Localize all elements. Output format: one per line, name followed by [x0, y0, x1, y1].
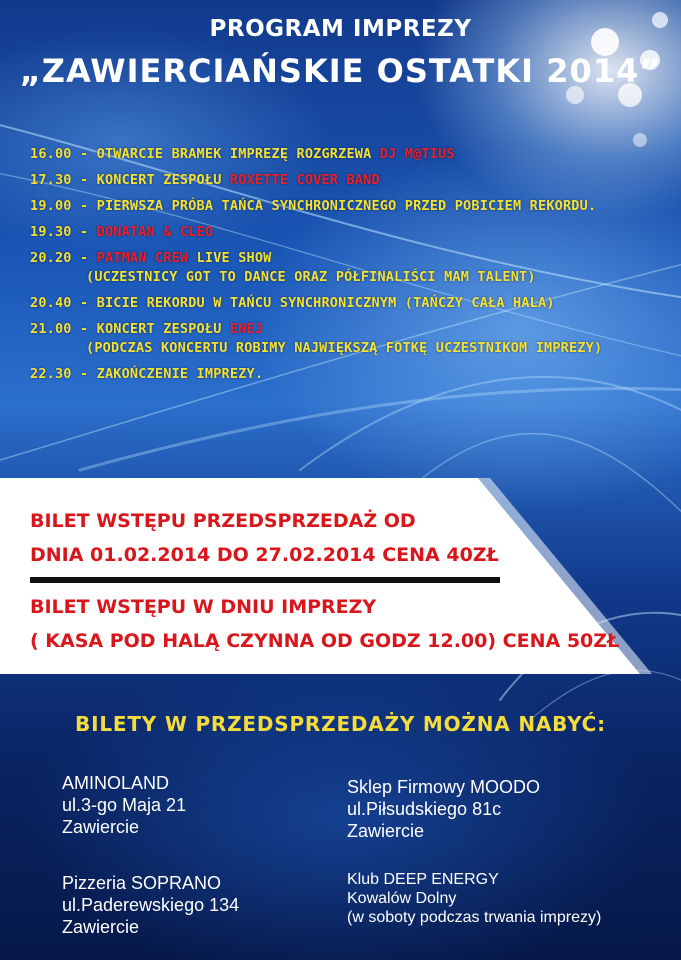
schedule-time: 20.20: [30, 250, 72, 266]
location-street: ul.Piłsudskiego 81c: [347, 799, 502, 819]
presale-points-title: BILETY W PRZEDSPRZEDAŻY MOŻNA NABYĆ:: [75, 712, 606, 736]
schedule-highlight: DONATAN & CLEO: [96, 224, 214, 240]
schedule-item-1900: 19.00 - PIERWSZA PRÓBA TAŃCA SYNCHRONICZNEGO PRZED POBICIEM REKORDU.: [30, 198, 597, 214]
location-city: Zawiercie: [62, 817, 140, 837]
location-street: ul.3-go Maja 21: [62, 795, 187, 815]
location-soprano: [62, 872, 239, 938]
schedule-highlight: ROXETTE COVER BAND: [229, 172, 380, 188]
schedule-time: 19.30: [30, 224, 72, 240]
schedule-item-2230: 22.30 - ZAKOŃCZENIE IMPREZY.: [30, 366, 264, 382]
ticket-divider: [30, 577, 500, 583]
ticket-info-banner: [0, 478, 681, 678]
schedule-subtext: (PODCZAS KONCERTU ROBIMY NAJWIĘKSZĄ FOTKĘ UCZESTNIKOM IMPREZY): [86, 340, 603, 356]
header: [0, 14, 681, 92]
schedule-text: ZAKOŃCZENIE IMPREZY.: [96, 366, 264, 382]
schedule-after: LIVE SHOW: [196, 250, 272, 266]
schedule-item-1600: 16.00 - OTWARCIE BRAMEK IMPREZĘ ROZGRZEWA DJ M@TIUS: [30, 146, 455, 162]
presale-line-1: BILET WSTĘPU PRZEDSPRZEDAŻ OD: [30, 510, 416, 532]
schedule-highlight: ENEJ: [229, 321, 264, 337]
door-line-1: BILET WSTĘPU W DNIU IMPREZY: [30, 596, 377, 618]
program-title: PROGRAM IMPREZY: [209, 16, 472, 42]
event-name: „ZAWIERCIAŃSKIE OSTATKI 2014”: [19, 52, 662, 90]
schedule-item-2020: 20.20 - PATMAN CREW LIVE SHOW (UCZESTNICY GOT TO DANCE ORAZ PÓŁFINALIŚCI MAM TALENT): [30, 249, 670, 287]
schedule-item-1730: 17.30 - KONCERT ZESPOŁU ROXETTE COVER BAND: [30, 172, 380, 188]
schedule-text: KONCERT ZESPOŁU: [96, 172, 222, 188]
location-note: (w soboty podczas trwania imprezy): [347, 909, 602, 926]
location-city: Zawiercie: [62, 917, 140, 937]
schedule-subtext: (UCZESTNICY GOT TO DANCE ORAZ PÓŁFINALIŚCI MAM TALENT): [86, 269, 536, 285]
schedule-text: BICIE REKORDU W TAŃCU SYNCHRONICZNYM (TAŃCZY CAŁA HALA): [96, 295, 555, 311]
schedule-time: 22.30: [30, 366, 72, 382]
location-moodo: [347, 776, 540, 842]
schedule-highlight: DJ M@TIUS: [379, 146, 455, 162]
presale-line-2: DNIA 01.02.2014 DO 27.02.2014 CENA 40ZŁ: [30, 544, 499, 566]
schedule-item-2040: 20.40 - BICIE REKORDU W TAŃCU SYNCHRONICZNYM (TAŃCZY CAŁA HALA): [30, 295, 555, 311]
schedule-text: OTWARCIE BRAMEK IMPREZĘ ROZGRZEWA: [96, 146, 372, 162]
schedule-highlight: PATMAN CREW: [96, 250, 189, 266]
location-name: Sklep Firmowy MOODO: [347, 777, 541, 797]
door-line-2: ( KASA POD HALĄ CZYNNA OD GODZ 12.00) CENA 50ZŁ: [30, 630, 620, 652]
schedule-time: 17.30: [30, 172, 72, 188]
schedule-item-1930: 19.30 - DONATAN & CLEO: [30, 224, 214, 240]
location-street: Kowalów Dolny: [347, 890, 457, 907]
schedule-time: 16.00: [30, 146, 72, 162]
schedule-time: 20.40: [30, 295, 72, 311]
schedule-item-2100: 21.00 - KONCERT ZESPOŁU ENEJ (PODCZAS KONCERTU ROBIMY NAJWIĘKSZĄ FOTKĘ UCZESTNIKOM IMPREZY): [30, 320, 670, 358]
location-name: AMINOLAND: [62, 773, 170, 793]
location-aminoland: [62, 772, 186, 838]
schedule-text: KONCERT ZESPOŁU: [96, 321, 222, 337]
location-city: Zawiercie: [347, 821, 425, 841]
location-name: Pizzeria SOPRANO: [62, 873, 222, 893]
schedule-time: 21.00: [30, 321, 72, 337]
location-name: Klub DEEP ENERGY: [347, 871, 499, 888]
schedule-list: [30, 145, 670, 391]
schedule-time: 19.00: [30, 198, 72, 214]
location-street: ul.Paderewskiego 134: [62, 895, 240, 915]
location-deep-energy: [347, 870, 601, 927]
schedule-text: PIERWSZA PRÓBA TAŃCA SYNCHRONICZNEGO PRZED POBICIEM REKORDU.: [96, 198, 597, 214]
